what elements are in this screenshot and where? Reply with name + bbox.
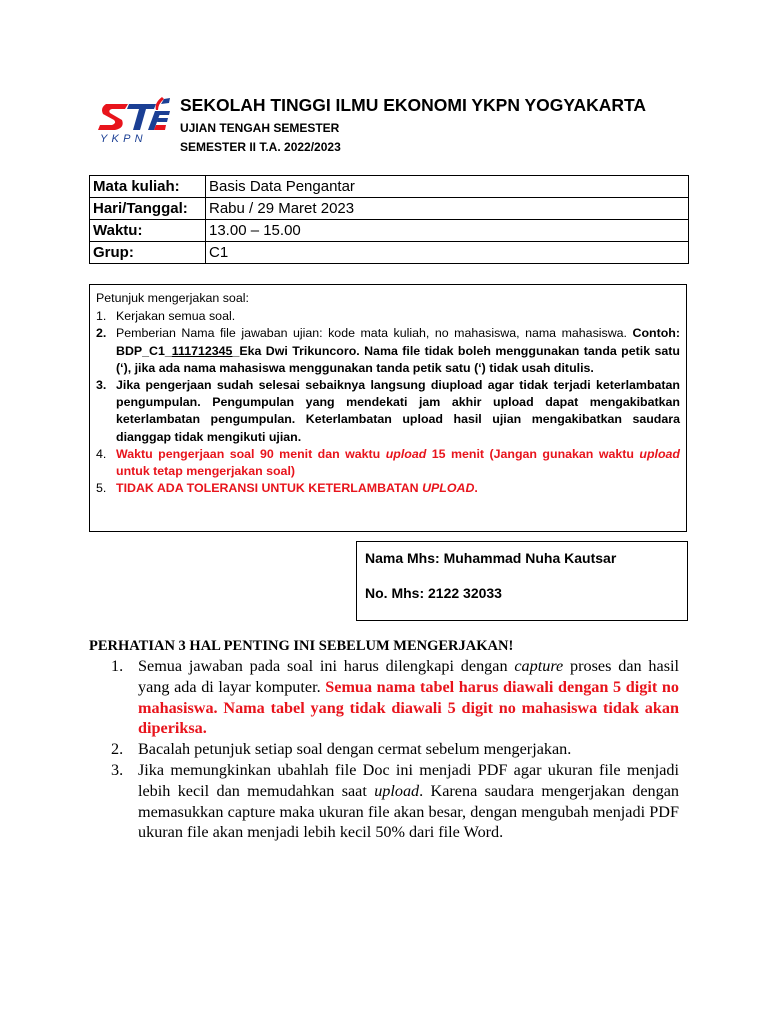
course-label: Mata kuliah: <box>90 176 206 198</box>
item-text: Kerjakan semua soal. <box>116 309 236 324</box>
group-label: Grup: <box>90 242 206 264</box>
date-value: Rabu / 29 Maret 2023 <box>206 198 689 220</box>
item-text-b: upload <box>374 781 420 800</box>
instructions-box <box>89 284 687 532</box>
table-row <box>90 176 689 198</box>
item-number: 1. <box>111 657 124 675</box>
item-text-d: Semua nama tabel harus diawali dengan 5 digit no mahasiswa. Nama tabel yang tidak diawali 5 digit no mahasiswa tidak akan diperiksa. <box>138 677 679 738</box>
item-text-c: . Karena saudara mengerjakan dengan memasukkan capture maka ukuran file akan besar, dengan mengubah menjadi PDF ukuran file akan menjadi lebih kecil 50% dari file Word. <box>138 781 679 842</box>
example-student-number: 111712345 <box>171 343 233 358</box>
item-number: 2. <box>96 326 107 341</box>
item-number: 1. <box>96 309 107 324</box>
school-name: SEKOLAH TINGGI ILMU EKONOMI YKPN YOGYAKARTA <box>180 95 647 115</box>
item-text-e: untuk tetap mengerjakan soal) <box>116 464 296 479</box>
item-text: Jika pengerjaan sudah selesai sebaiknya langsung diupload agar tidak terjadi keterlambatan pengumpulan. Pengumpulan yang mendekati jam akhir upload dapat mengakibatkan keterlambatan pengumpulan. Keterlambatan upload hasil ujian mengakibatkan saudara dianggap tidak mengikuti ujian. <box>116 378 680 444</box>
example-rest: _Eka Dwi Trikuncoro. Nama file tidak boleh menggunakan tanda petik satu (‘), jika ada nama mahasiswa menggunakan tanda petik satu (‘) tidak usah ditulis. <box>116 343 680 375</box>
date-label: Hari/Tanggal: <box>90 198 206 220</box>
course-info-table <box>89 175 689 264</box>
item-number: 2. <box>111 740 124 759</box>
group-value: C1 <box>206 242 689 264</box>
item-text-c: proses dan hasil yang ada di layar komputer. <box>138 657 679 696</box>
item-text-a: Semua jawaban pada soal ini harus dilengkapi dengan <box>138 657 515 675</box>
list-item <box>96 480 680 497</box>
item-text-b: UPLOAD <box>422 481 475 496</box>
logo-subtext: YKPN <box>100 133 147 145</box>
student-info-box <box>356 541 688 621</box>
item-text-b: upload <box>385 446 427 461</box>
instructions-heading <box>96 290 680 307</box>
table-row <box>90 220 689 242</box>
instructions-list <box>96 308 680 497</box>
item-text: Bacalah petunjuk setiap soal dengan cermat sebelum mengerjakan. <box>138 740 572 759</box>
list-item <box>111 760 679 843</box>
attention-section <box>111 656 679 843</box>
student-number: No. Mhs: 2122 32033 <box>365 585 502 601</box>
item-text-c: . <box>474 481 478 496</box>
item-number: 4. <box>96 446 107 461</box>
item-text-a: Jika memungkinkan ubahlah file Doc ini menjadi PDF agar ukuran file menjadi lebih kecil dan memudahkan saat <box>138 760 679 800</box>
item-number: 5. <box>96 481 107 496</box>
item-text-a: TIDAK ADA TOLERANSI UNTUK KETERLAMBATAN <box>116 481 423 496</box>
list-item <box>111 739 679 760</box>
student-name: Nama Mhs: Muhammad Nuha Kautsar <box>365 550 617 566</box>
list-item <box>96 377 680 446</box>
attention-list <box>111 656 679 843</box>
example-prefix: Contoh: BDP_C1_ <box>116 326 680 358</box>
list-item <box>96 446 680 480</box>
list-item <box>96 308 680 325</box>
item-text-a: Waktu pengerjaan soal 90 menit dan waktu <box>116 446 386 461</box>
item-text: Pemberian Nama file jawaban ujian: kode mata kuliah, no mahasiswa, nama mahasiswa. <box>116 326 627 341</box>
table-row <box>90 198 689 220</box>
item-text-d: upload <box>639 446 680 461</box>
list-item <box>96 325 680 377</box>
item-text-c: 15 menit (Jangan gunakan waktu <box>426 446 640 461</box>
course-value: Basis Data Pengantar <box>206 176 689 198</box>
attention-title: PERHATIAN 3 HAL PENTING INI SEBELUM MENGERJAKAN! <box>89 638 514 654</box>
time-value: 13.00 – 15.00 <box>206 220 689 242</box>
instructions-heading-colon: : <box>245 291 249 305</box>
item-number: 3. <box>111 760 124 779</box>
list-item <box>111 656 679 739</box>
item-text-b: capture <box>514 657 564 675</box>
semester: SEMESTER II T.A. 2022/2023 <box>180 140 341 154</box>
time-label: Waktu: <box>90 220 206 242</box>
stie-logo-mark <box>98 97 170 130</box>
exam-name: UJIAN TENGAH SEMESTER <box>180 121 340 135</box>
item-number: 3. <box>96 378 107 393</box>
instructions-heading-text: Petunjuk mengerjakan soal <box>96 291 246 305</box>
table-row <box>90 242 689 264</box>
